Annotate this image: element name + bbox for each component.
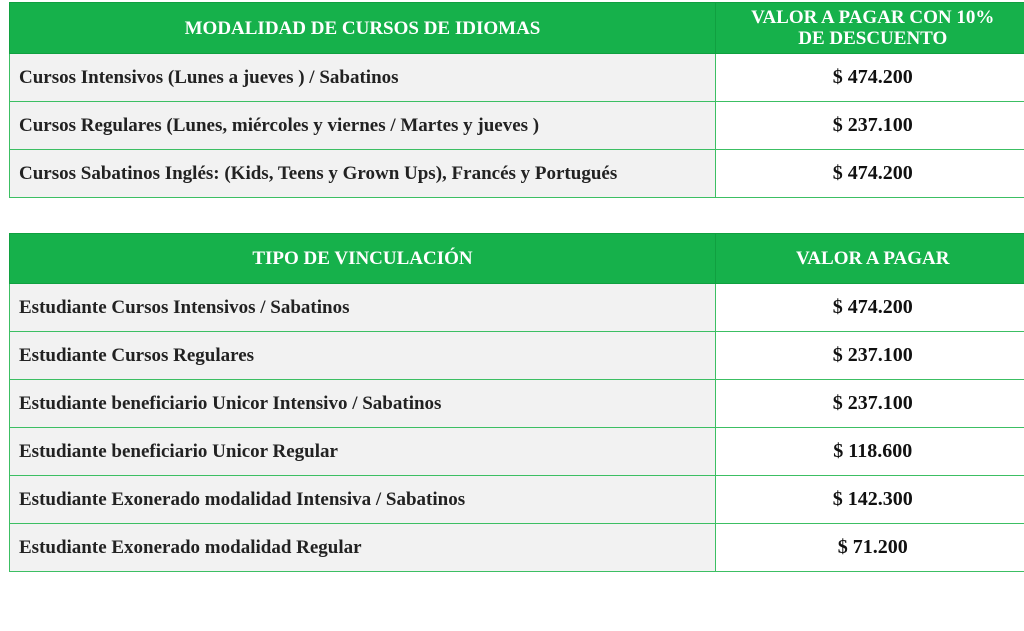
row-price: $ 118.600	[716, 428, 1024, 476]
row-price: $ 237.100	[716, 332, 1024, 380]
row-price: $ 237.100	[716, 102, 1024, 150]
column-header-discount-price	[716, 3, 1024, 54]
table-header-row	[10, 234, 1024, 284]
table-row	[10, 150, 1024, 198]
row-label: Estudiante beneficiario Unicor Intensivo / Sabatinos	[10, 380, 716, 428]
row-price: $ 237.100	[716, 380, 1024, 428]
column-header-discount-price-line2: DE DESCUENTO	[798, 28, 948, 49]
enrollment-type-table	[9, 233, 1024, 572]
row-label: Estudiante Exonerado modalidad Regular	[10, 524, 716, 572]
row-price: $ 142.300	[716, 476, 1024, 524]
row-label: Estudiante Cursos Intensivos / Sabatinos	[10, 284, 716, 332]
table-row	[10, 284, 1024, 332]
course-modalities-table	[9, 2, 1024, 198]
row-price: $ 71.200	[716, 524, 1024, 572]
table-row	[10, 524, 1024, 572]
table-row	[10, 428, 1024, 476]
row-label: Cursos Regulares (Lunes, miércoles y viernes / Martes y jueves )	[10, 102, 716, 150]
row-label: Estudiante Cursos Regulares	[10, 332, 716, 380]
column-header-enrollment-type: TIPO DE VINCULACIÓN	[10, 234, 716, 284]
row-label: Estudiante Exonerado modalidad Intensiva / Sabatinos	[10, 476, 716, 524]
row-label: Cursos Intensivos (Lunes a jueves ) / Sabatinos	[10, 54, 716, 102]
table-row	[10, 332, 1024, 380]
table-row	[10, 54, 1024, 102]
row-label: Estudiante beneficiario Unicor Regular	[10, 428, 716, 476]
table-row	[10, 102, 1024, 150]
table-row	[10, 380, 1024, 428]
column-header-discount-price-line1: VALOR A PAGAR CON 10%	[751, 7, 995, 28]
row-price: $ 474.200	[716, 284, 1024, 332]
table-row	[10, 476, 1024, 524]
row-price: $ 474.200	[716, 54, 1024, 102]
row-price: $ 474.200	[716, 150, 1024, 198]
table-header-row	[10, 3, 1024, 54]
column-header-modality: MODALIDAD DE CURSOS DE IDIOMAS	[10, 3, 716, 54]
column-header-price: VALOR A PAGAR	[716, 234, 1024, 284]
row-label: Cursos Sabatinos Inglés: (Kids, Teens y Grown Ups), Francés y Portugués	[10, 150, 716, 198]
